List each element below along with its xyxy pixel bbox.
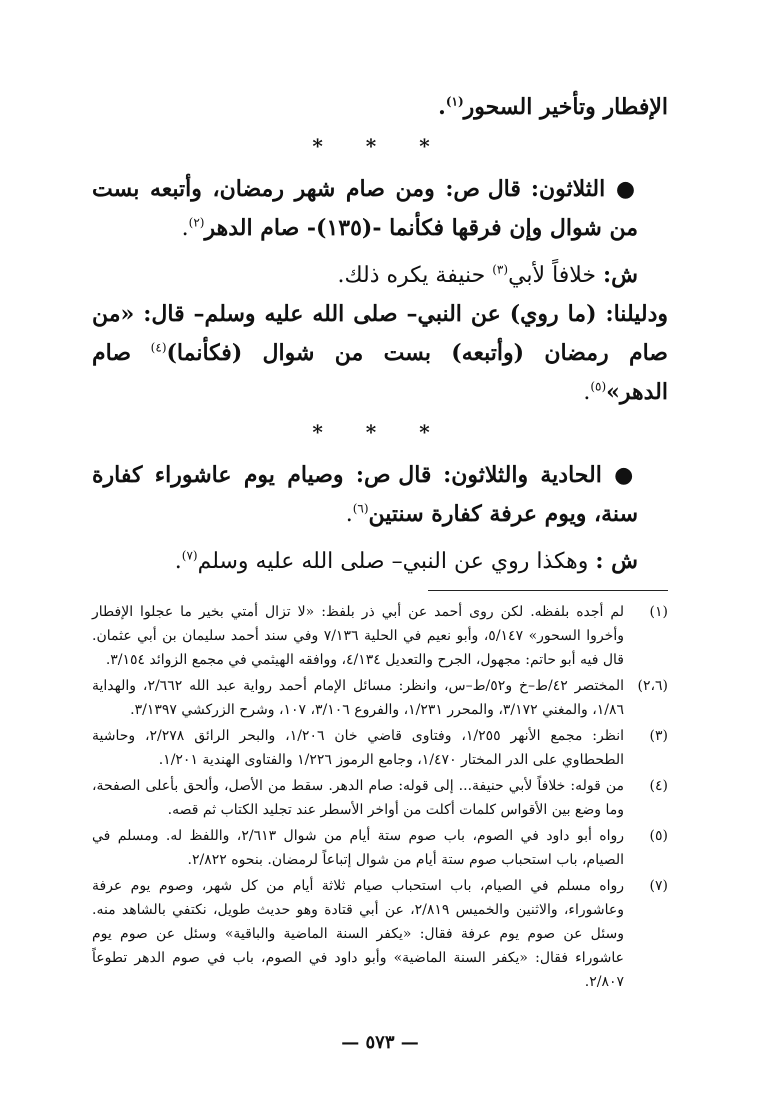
footnote-item	[92, 824, 668, 872]
commentary-two-label: ش :	[595, 548, 638, 574]
evidence-paragraph: ودليلنا: (ما روي) عن النبي– صلى الله عليه وسلم– قال: «من صام رمضان (وأتبعه) بست من شوال (فكأنما)$^{(٤)}$ صام الدهر»$^{(٥)}$.	[92, 301, 668, 405]
line-iftar: الإفطار وتأخير السحور$^{(١)}$.	[438, 94, 668, 120]
paragraph-thirty: ● الثلاثون: قال ص: ومن صام شهر رمضان، وأتبعه بست من شوال وإن فرقها فكأنما -(١٣٥)- صام الدهر$^{(٢)}$.	[92, 176, 639, 241]
evidence-text: ودليلنا: (ما روي) عن النبي– صلى الله عليه وسلم– قال: «من صام رمضان (وأتبعه) بست من شوال (فكأنما)	[92, 301, 668, 366]
line-iftar-text: الإفطار وتأخير السحور	[463, 94, 668, 120]
paragraph-thirty-one: ● الحادية والثلاثون: قال ص: وصيام يوم عاشوراء كفارة سنة، ويوم عرفة كفارة سنتين$^{(٦)}$.	[92, 462, 639, 527]
footnote-number: (٤)	[649, 778, 668, 794]
main-text	[92, 88, 668, 581]
footnote-text: المختصر ٤٢/ط–خ و٥٢/ط–س، وانظر: مسائل الإمام أحمد رواية عبد الله ٢/٦٦٢، والهداية ١/٨٦، والمغني ٣/١٧٢، والمحرر ١/٢٣١، والفروع ٣/١٠٦، ١٠٧، وشرح الزركشي ٣/١٣٩٧.	[92, 678, 625, 718]
footnote-item	[92, 874, 668, 994]
paragraph-thirty-text: قال ص: ومن صام شهر رمضان، وأتبعه بست من شوال وإن فرقها فكأنما -(١٣٥)- صام الدهر	[92, 176, 638, 241]
commentary-one-label: ش:	[603, 262, 638, 288]
footnote-text: من قوله: خلافاً لأبي حنيفة... إلى قوله: صام الدهر. سقط من الأصل، وألحق بأعلى الصفحة، وما وضع بين الأقواس كلمات أكلت من أواخر الأسطر عند تجليد الكتاب ثم قصه.	[92, 778, 624, 818]
footnote-ref-2: (٢)	[188, 215, 205, 230]
footnote-ref-6: (٦)	[352, 501, 369, 516]
paragraph-thirty-label: ● الثلاثون:	[530, 176, 639, 202]
paragraph-thirty-one-label: ● الحادية والثلاثون:	[443, 462, 639, 488]
footnote-number: (٧)	[649, 878, 668, 894]
footnote-item	[92, 774, 668, 822]
footnote-text: انظر: مجمع الأنهر ١/٢٥٥، وفتاوى قاضي خان ١/٢٠٦، والبحر الرائق ٢/٢٧٨، وحاشية الطحطاوي على الدر المختار ١/٤٧٠، وجامع الرموز ١/٢٢٦ والفتاوى الهندية ١/٢٠١.	[92, 728, 624, 768]
paragraph-thirty-one-text: قال ص: وصيام يوم عاشوراء كفارة سنة، ويوم عرفة كفارة سنتين	[92, 462, 638, 527]
commentary-one: ش: خلافاً لأبي$^{(٣)}$ حنيفة يكره ذلك.	[337, 262, 638, 288]
footnote-number: (٣)	[649, 728, 668, 744]
section-separator: * * *	[312, 420, 448, 444]
footnote-number: (١)	[649, 604, 668, 620]
page-number: — ٥٧٣ —	[341, 1032, 419, 1053]
footnote-ref-1: (١)	[445, 94, 464, 109]
footnote-item	[92, 600, 668, 672]
footnote-text: رواه أبو داود في الصوم، باب صوم ستة أيام من شوال ٢/٦١٣، واللفظ له. ومسلم في الصيام، باب استحباب صوم ستة أيام من شوال إتباعاً لرمضان. بنحوه ٢/٨٢٢.	[92, 828, 625, 868]
footnote-number: (٢،٦)	[637, 678, 668, 694]
footnote-divider	[428, 590, 668, 591]
footnote-ref-4: (٤)	[150, 340, 167, 355]
section-separator: * * *	[312, 134, 448, 158]
footnote-ref-7: (٧)	[181, 548, 198, 563]
footnotes	[92, 600, 668, 996]
footnote-ref-3: (٣)	[492, 262, 509, 277]
footnote-ref-5: (٥)	[590, 379, 607, 394]
footnote-text: رواه مسلم في الصيام، باب استحباب صيام ثلاثة أيام من كل شهر، وصوم يوم عرفة وعاشوراء، والاثنين والخميس ٢/٨١٩، عن أبي قتادة وهو حديث طويل، نكتفي بالشاهد منه. وسئل عن صوم يوم عرفة فقال: «يكفر السنة الماضية والباقية» وسئل عن صوم يوم عاشوراء فقال: «يكفر السنة الماضية» وأبو داود في الصوم، باب في صوم الدهر تطوعاً ٢/٨٠٧.	[92, 878, 625, 990]
footnote-item	[92, 674, 668, 722]
footnote-text: لم أجده بلفظه. لكن روى أحمد عن أبي ذر بلفظ: «لا تزال أمتي بخير ما عجلوا الإفطار وأخروا السحور» ٥/١٤٧، وأبو نعيم في الحلية ٧/١٣٦ وفي سند أحمد سليمان بن أبي عثمان. قال فيه أبو حاتم: مجهول، الجرح والتعديل ٤/١٣٤، ووافقه الهيثمي في مجمع الزوائد ٣/١٥٤.	[92, 604, 624, 668]
footnote-item	[92, 724, 668, 772]
footnote-number: (٥)	[649, 828, 668, 844]
commentary-two: ش : وهكذا روي عن النبي– صلى الله عليه وسلم$^{(٧)}$.	[174, 548, 638, 574]
